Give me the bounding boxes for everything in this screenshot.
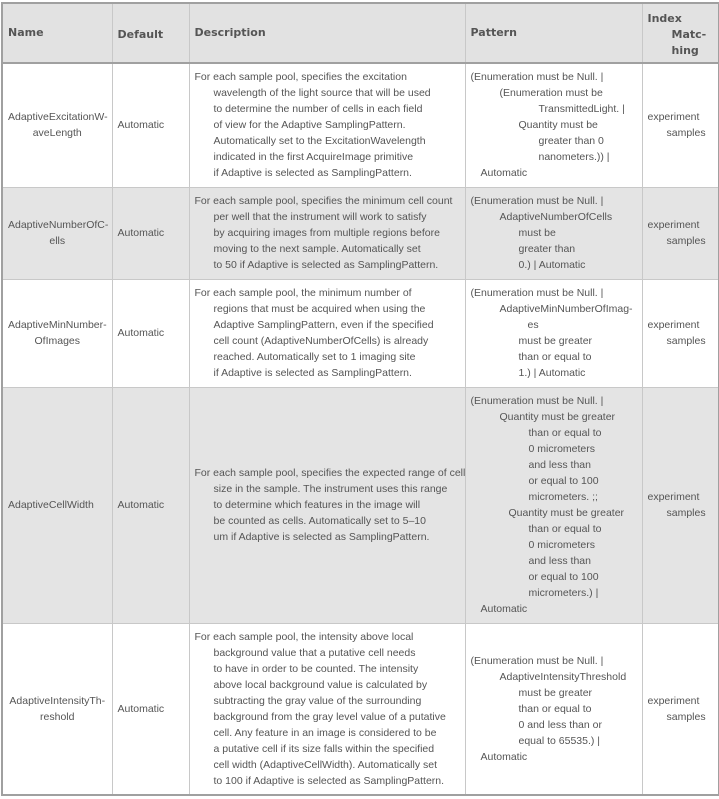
index-matching-line: samples [666,710,706,723]
header-index-matching-line: Matc- [671,28,707,41]
pattern-line: (Enumeration must be Null. | [470,287,604,299]
table-row [2,387,719,623]
pattern-line: Quantity must be greater [499,411,616,423]
index-matching-line: experiment [647,694,700,707]
pattern-line: and less than [528,555,591,567]
option-default: Automatic [112,187,189,279]
header-pattern: Pattern [465,3,642,63]
description-line: background value that a putative cell needs [213,646,416,659]
pattern-line: Automatic [480,750,528,763]
description-line: above local background value is calculated by [213,678,428,691]
description-line: by acquiring images from multiple regions before [213,227,440,239]
pattern-line: than or equal to [528,523,602,535]
pattern-line: 0.) | Automatic [518,259,586,271]
index-matching-line: experiment [647,111,700,124]
pattern-line: than or equal to [518,351,592,363]
pattern-line: must be greater [518,686,593,699]
index-matching-line: samples [666,127,706,140]
option-pattern [465,623,642,795]
pattern-line: than or equal to [528,427,602,439]
description-line: if Adaptive is selected as SamplingPattern. [213,167,412,180]
description-line: For each sample pool, specifies the excitation [194,71,407,84]
pattern-line: es [527,319,539,331]
options-table [1,2,719,796]
pattern-line: or equal to 100 [528,571,599,583]
header-index-matching [642,3,719,63]
header-index-matching-line: Index [647,12,682,25]
option-name [2,387,112,623]
pattern-line: (Enumeration must be Null. | [470,654,604,667]
description-line: Automatically set to the ExcitationWavelength [213,135,426,148]
pattern-line: (Enumeration must be Null. | [470,195,604,207]
description-line: to have in order to be counted. The intensity [213,662,419,675]
option-index-matching [642,387,719,623]
option-description [189,279,465,387]
name-line: AdaptiveNumberOfC- [8,219,109,231]
option-pattern [465,187,642,279]
option-default: Automatic [112,279,189,387]
header-name: Name [2,3,112,63]
pattern-line: TransmittedLight. | [538,103,625,116]
name-line: AdaptiveIntensityTh- [9,694,106,707]
option-default: Automatic [112,623,189,795]
description-line: subtracting the gray value of the surrounding [213,694,422,707]
pattern-line: 0 micrometers [528,539,596,551]
header-row [2,3,719,63]
description-line: to determine the number of cells in each field [213,103,423,116]
option-name [2,187,112,279]
pattern-line: 0 and less than or [518,718,602,731]
description-line: to 100 if Adaptive is selected as SamplingPattern. [213,774,445,787]
pattern-line: or equal to 100 [528,475,599,487]
index-matching-line: samples [666,235,706,247]
pattern-line: Quantity must be [518,119,598,132]
pattern-line: must be [518,227,556,239]
option-description [189,387,465,623]
pattern-line: (Enumeration must be Null. | [470,395,604,407]
pattern-line: must be greater [518,335,593,347]
pattern-line: Quantity must be greater [508,507,625,519]
table-row [2,623,719,795]
name-line: AdaptiveExcitationW- [8,111,108,124]
option-default: Automatic [112,387,189,623]
index-matching-line: samples [666,507,706,519]
pattern-line: nanometers.)) | [538,151,610,164]
option-pattern [465,63,642,187]
description-line: to 50 if Adaptive is selected as SamplingPattern. [213,259,439,271]
description-line: if Adaptive is selected as SamplingPattern. [213,367,412,379]
pattern-line: micrometers.) | [528,587,599,599]
name-line: AdaptiveCellWidth [8,499,94,511]
description-line: to determine which features in the image will [213,499,421,511]
description-line: size in the sample. The instrument uses this range [213,483,448,495]
pattern-line: greater than [518,243,576,255]
pattern-line: and less than [528,459,591,471]
option-name [2,279,112,387]
option-name [2,623,112,795]
pattern-line: (Enumeration must be [499,87,603,100]
name-line: aveLength [32,127,82,140]
pattern-line: 0 micrometers [528,443,596,455]
option-index-matching [642,279,719,387]
option-default: Automatic [112,63,189,187]
description-line: cell. Any feature in an image is considered to be [213,726,437,739]
description-line: be counted as cells. Automatically set to 5–10 [213,515,426,527]
option-description [189,187,465,279]
description-line: regions that must be acquired when using the [213,303,426,315]
description-line: um if Adaptive is selected as SamplingPattern. [213,531,430,543]
option-name [2,63,112,187]
pattern-line: micrometers. ;; [528,491,598,503]
table-row [2,187,719,279]
description-line: wavelength of the light source that will be used [213,87,431,100]
option-description [189,63,465,187]
table-row [2,63,719,187]
pattern-line: equal to 65535.) | [518,734,601,747]
description-line: For each sample pool, the intensity above local [194,630,414,643]
option-index-matching [642,623,719,795]
option-description [189,623,465,795]
description-line: of view for the Adaptive SamplingPattern. [213,119,406,132]
header-description: Description [189,3,465,63]
pattern-line: Automatic [480,603,528,615]
table-row [2,279,719,387]
description-line: a putative cell if its size falls within the specified [213,742,435,755]
description-line: Adaptive SamplingPattern, even if the specified [213,319,434,331]
index-matching-line: experiment [647,491,700,503]
index-matching-line: samples [666,335,706,347]
description-line: moving to the next sample. Automatically set [213,243,421,255]
pattern-line: AdaptiveNumberOfCells [499,211,613,223]
description-line: reached. Automatically set to 1 imaging site [213,351,416,363]
description-line: cell width (AdaptiveCellWidth). Automatically set [213,758,438,771]
description-line: per well that the instrument will work to satisfy [213,211,427,223]
index-matching-line: experiment [647,219,700,231]
description-line: cell count (AdaptiveNumberOfCells) is already [213,335,429,347]
name-line: OfImages [34,335,81,347]
pattern-line: than or equal to [518,702,592,715]
index-matching-line: experiment [647,319,700,331]
header-default: Default [112,3,189,63]
description-line: indicated in the first AcquireImage primitive [213,151,414,164]
name-line: AdaptiveMinNumber- [8,319,107,331]
pattern-line: AdaptiveIntensityThreshold [499,670,627,683]
description-line: For each sample pool, specifies the minimum cell count [194,195,453,207]
option-index-matching [642,187,719,279]
description-line: For each sample pool, specifies the expected range of cell [194,467,466,479]
header-index-matching-line: hing [671,44,699,57]
pattern-line: (Enumeration must be Null. | [470,71,604,84]
option-pattern [465,279,642,387]
pattern-line: Automatic [480,167,528,180]
pattern-line: AdaptiveMinNumberOfImag- [499,303,633,315]
name-line: reshold [40,710,75,723]
option-pattern [465,387,642,623]
pattern-line: greater than 0 [538,135,604,148]
name-line: ells [49,235,66,247]
pattern-line: 1.) | Automatic [518,367,586,379]
option-index-matching [642,63,719,187]
description-line: background from the gray level value of a putative [213,710,446,723]
description-line: For each sample pool, the minimum number of [194,287,412,299]
